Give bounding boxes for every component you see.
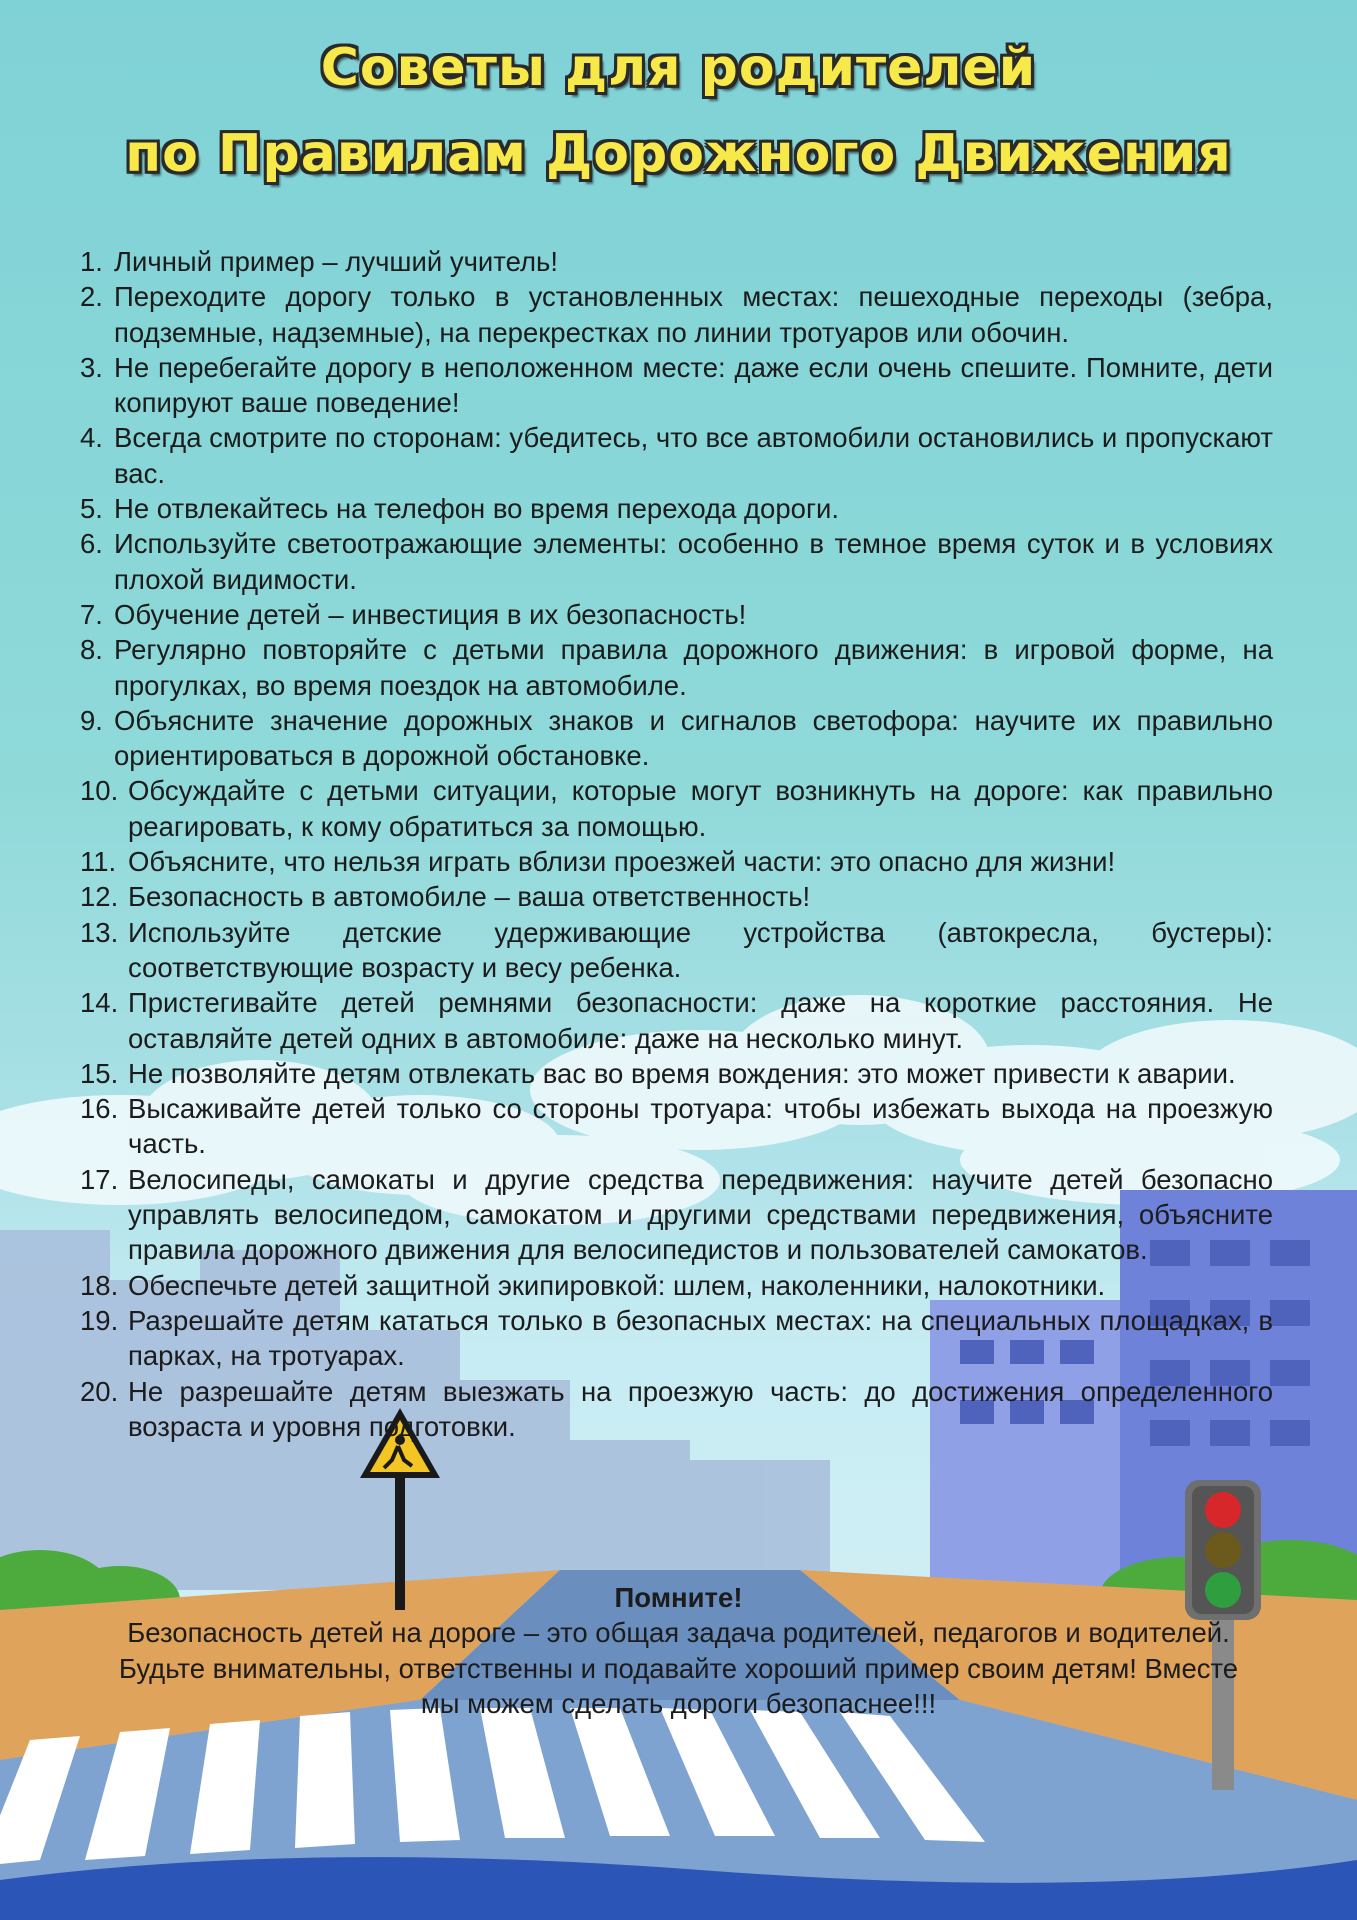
tip-item [80,1091,1273,1162]
tip-item [80,420,1273,491]
tip-number: 12. [80,881,119,913]
tip-text: Всегда смотрите по сторонам: убедитесь, что все автомобили остановились и пропускают вас. [114,422,1274,489]
tip-number: 3. [80,351,103,383]
tip-item [80,1303,1273,1374]
tip-number: 20. [80,1375,119,1407]
tip-text: Не отвлекайтесь на телефон во время перехода дороги. [114,493,839,525]
tip-text: Высаживайте детей только со стороны тротуара: чтобы избежать выхода на проезжую часть. [128,1093,1273,1160]
tip-item [80,597,1273,632]
tip-item [80,879,1273,914]
tip-text: Велосипеды, самокаты и другие средства передвижения: научите детей безопасно управлять велосипедом, самокатом и другими средствами передвижения, объясните правила дорожного движения для велосипедистов и пользователей самокатов. [128,1163,1273,1266]
tip-item [80,1162,1273,1268]
tip-text: Не позволяйте детям отвлекать вас во время вождения: это может привести к аварии. [128,1057,1236,1089]
title-line-2: по Правилам Дорожного Движения [125,124,1232,184]
tip-number: 18. [80,1269,119,1301]
tip-item [80,526,1273,597]
tip-number: 6. [80,528,103,560]
tip-text: Объясните значение дорожных знаков и сигналов светофора: научите их правильно ориентироваться в дорожной обстановке. [114,704,1273,772]
tip-text: Личный пример – лучший учитель! [114,246,558,277]
tip-item [80,491,1273,526]
tip-item [80,279,1273,350]
tip-item [80,844,1273,879]
tip-text: Объясните, что нельзя играть вблизи проезжей части: это опасно для жизни! [128,846,1116,878]
tip-text: Безопасность в автомобиле – ваша ответственность! [128,881,811,913]
tip-number: 15. [80,1057,119,1089]
tip-number: 1. [80,246,103,277]
remember-text: Безопасность детей на дороге – это общая задача родителей, педагогов и водителей. Будьте внимательны, ответственны и подавайте хороший пример своим детям! Вместе мы можем сделать дороги безопаснее!!! [118,1617,1239,1719]
tip-number: 13. [80,916,119,948]
tip-number: 14. [80,987,119,1019]
tip-text: Переходите дорогу только в установленных местах: пешеходные переходы (зебра, подземные, надземные), на перекрестках по линии тротуаров или обочин. [114,281,1273,348]
tip-item [80,1374,1273,1445]
tip-text: Обсуждайте с детьми ситуации, которые могут возникнуть на дороге: как правильно реагировать, к кому обратиться за помощью. [128,775,1273,842]
tip-item [80,773,1273,844]
tip-item [80,703,1273,774]
tip-number: 9. [80,704,103,736]
tip-text: Не перебегайте дорогу в неположенном месте: даже если очень спешите. Помните, дети копируют ваше поведение! [114,351,1273,419]
tip-number: 7. [80,598,103,630]
tip-item [80,350,1273,421]
tips-list [80,244,1273,1444]
tip-number: 16. [80,1093,119,1125]
tip-number: 17. [80,1163,119,1195]
tip-number: 19. [80,1304,119,1336]
remember-title: Помните! [614,1582,743,1613]
tip-number: 4. [80,422,103,454]
tip-text: Не разрешайте детям выезжать на проезжую часть: до достижения определенного возраста и уровня подготовки. [128,1375,1273,1442]
tip-item [80,1268,1273,1303]
remember-note [100,1580,1257,1721]
tip-text: Используйте детские удерживающие устройства (автокресла, бустеры): соответствующие возрасту и весу ребенка. [128,916,1273,983]
tip-number: 2. [80,281,103,313]
tip-number: 10. [80,775,119,807]
tip-text: Обеспечьте детей защитной экипировкой: шлем, наколенники, налокотники. [128,1269,1106,1301]
title-line-1: Советы для родителей [320,38,1037,98]
tip-text: Пристегивайте детей ремнями безопасности: даже на короткие расстояния. Не оставляйте детей одних в автомобиле: даже на несколько минут. [128,987,1273,1054]
tip-text: Используйте светоотражающие элементы: особенно в темное время суток и в условиях плохой видимости. [114,528,1273,595]
tip-number: 5. [80,493,103,525]
tip-item [80,985,1273,1056]
tip-number: 11. [80,846,117,878]
tip-text: Разрешайте детям кататься только в безопасных местах: на специальных площадках, в парках, на тротуарах. [128,1304,1273,1372]
tip-item [80,915,1273,986]
tip-number: 8. [80,634,103,666]
tip-text: Регулярно повторяйте с детьми правила дорожного движения: в игровой форме, на прогулках, во время поездок на автомобиле. [114,634,1273,701]
tip-item [80,632,1273,703]
tip-text: Обучение детей – инвестиция в их безопасность! [114,598,747,630]
tip-item [80,1056,1273,1091]
tip-item [80,244,1273,279]
